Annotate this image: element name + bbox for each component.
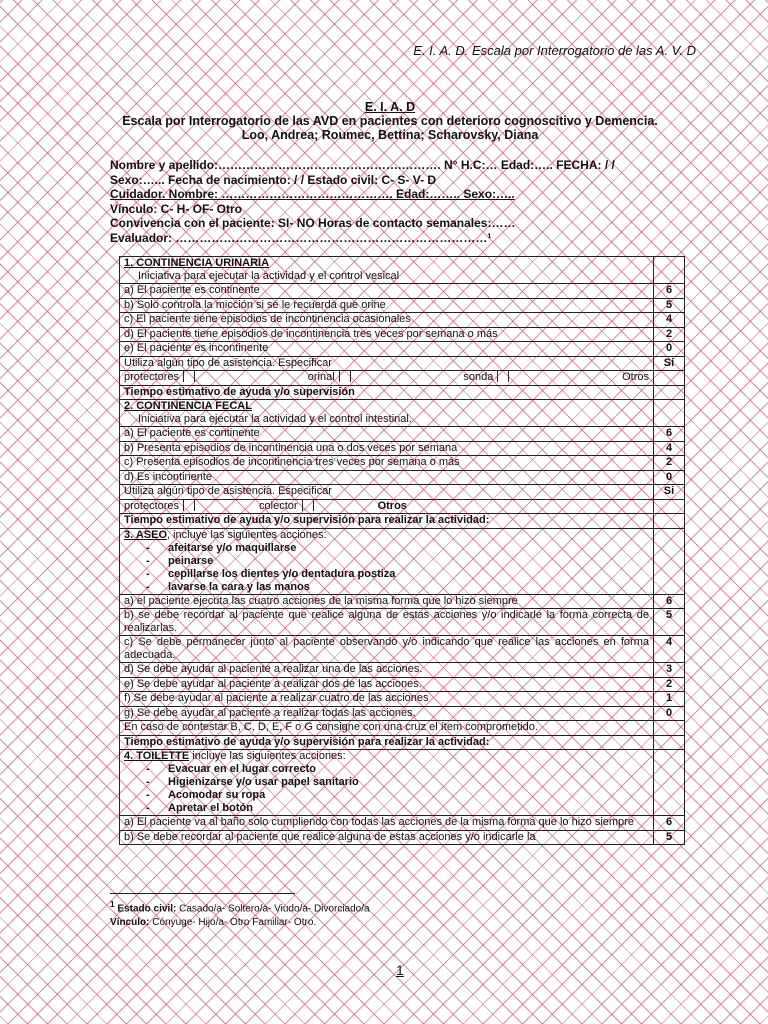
- footnote-estado: [110, 897, 370, 916]
- item-score[interactable]: 5: [654, 830, 685, 845]
- field-line-caregiver[interactable]: Cuidador. Nombre: ……………………………………. Edad:…….. Sexo:…..: [110, 187, 515, 202]
- time-row[interactable]: [120, 514, 685, 529]
- action-item: - Acomodar su ropa: [124, 789, 649, 802]
- item-score[interactable]: 6: [654, 816, 685, 831]
- time-row[interactable]: [120, 735, 685, 750]
- table-row[interactable]: [120, 441, 685, 456]
- assist-row[interactable]: [120, 356, 685, 371]
- section-cell: [120, 400, 654, 427]
- action-item: - lavarse la cara y las manos: [124, 581, 649, 594]
- table-row[interactable]: [120, 470, 685, 485]
- score-cell: [654, 499, 685, 514]
- table-row[interactable]: [120, 609, 685, 636]
- item-text: d) Es incontinente: [120, 470, 654, 485]
- footnotes: [110, 897, 370, 930]
- assist-options: [120, 499, 654, 514]
- option-colector[interactable]: colector: [259, 499, 298, 512]
- item-score[interactable]: 4: [654, 441, 685, 456]
- section-fecal-header: [120, 400, 685, 427]
- item-text: a) El paciente va al baño solo cumpliendo con todas las acciones de la misma forma que lo hizo siempre: [120, 816, 654, 831]
- score-cell: [654, 735, 685, 750]
- table-row[interactable]: [120, 327, 685, 342]
- page-number: 1: [396, 962, 404, 978]
- footnote-text: Cónyuge- Hijo/a- Otro Familiar- Otro.: [149, 917, 317, 929]
- table-row[interactable]: [120, 456, 685, 471]
- item-score[interactable]: 5: [654, 298, 685, 313]
- section-intro: Iniciativa para ejecutar la actividad y el control vesical: [138, 270, 400, 282]
- note-text: En caso de contestar B, C, D, E, F o G consigne con una cruz el ítem comprometido.: [120, 721, 654, 736]
- section-aseo-header: [120, 528, 685, 594]
- item-text: b) Solo controla la micción si se le recuerda que orine: [120, 298, 654, 313]
- assist-text: Utiliza algún tipo de asistencia. Especificar: [120, 356, 654, 371]
- table-row[interactable]: [120, 427, 685, 442]
- section-urinary-header: [120, 257, 685, 284]
- assist-options: [120, 371, 654, 386]
- item-text: d) Se debe ayudar al paciente a realizar una de las acciones.: [120, 663, 654, 678]
- time-estimate: Tiempo estimativo de ayuda y/o supervisión para realizar la actividad:: [120, 735, 654, 750]
- item-score[interactable]: 6: [654, 284, 685, 299]
- checkbox[interactable]: [302, 500, 314, 511]
- checkbox[interactable]: [339, 371, 351, 382]
- assist-score[interactable]: Si: [654, 485, 685, 500]
- score-cell: [654, 750, 685, 816]
- option-protectores[interactable]: protectores: [124, 499, 180, 512]
- action-item: - Higienizarse y/o usar papel sanitario: [124, 776, 649, 789]
- item-score[interactable]: 0: [654, 470, 685, 485]
- avd-scale-table: [119, 256, 685, 845]
- action-item: - peinarse: [124, 555, 649, 568]
- table-row[interactable]: [120, 313, 685, 328]
- item-text: g) Se debe ayudar al paciente a realizar todas las acciones.: [120, 706, 654, 721]
- section-title: 4. TOILETTE: [124, 750, 190, 762]
- section-cell: [120, 257, 654, 284]
- item-score[interactable]: 6: [654, 594, 685, 609]
- section-intro: , incluye las siguientes acciones:: [167, 528, 327, 541]
- item-text: c) Se debe permanecer junto al paciente observando y/o indicando que realice las acciones en forma adecuada.: [120, 636, 654, 663]
- item-score[interactable]: 5: [654, 609, 685, 636]
- table-row[interactable]: [120, 636, 685, 663]
- section-cell: [120, 750, 654, 816]
- footnote-text: Casado/a- Soltero/a- Viudo/a- Divorciado/a: [176, 903, 370, 915]
- score-cell: [654, 721, 685, 736]
- table-row[interactable]: [120, 663, 685, 678]
- table-row[interactable]: [120, 594, 685, 609]
- field-line-evaluador[interactable]: Evaluador: ……………………………………………………………………¹: [110, 230, 492, 245]
- time-estimate: Tiempo estimativo de ayuda y/o supervisión: [120, 385, 654, 400]
- field-line-sex[interactable]: Sexo:…... Fecha de nacimiento: / / Estado civil: C- S- V- D: [110, 172, 437, 187]
- assist-options-row[interactable]: [120, 371, 685, 386]
- item-score[interactable]: 2: [654, 677, 685, 692]
- footnote-mark: 1: [110, 899, 115, 909]
- item-text: f) Se debe ayudar al paciente a realizar cuatro de las acciones: [120, 692, 654, 707]
- item-text: b) se debe recordar al paciente que realice alguna de estas acciones y/o indicarle la forma correcta de realizarlas.: [120, 609, 654, 636]
- field-line-convivencia[interactable]: Convivencia con el paciente: SI- NO Horas de contacto semanales:……: [110, 216, 516, 231]
- table-row[interactable]: [120, 677, 685, 692]
- checkbox[interactable]: [497, 371, 509, 382]
- action-item: - Apretar el botón: [124, 802, 649, 815]
- option-protectores[interactable]: protectores: [124, 371, 180, 383]
- item-score[interactable]: 4: [654, 313, 685, 328]
- note-row: [120, 721, 685, 736]
- action-item: - Evacuar en el lugar correcto: [124, 763, 649, 776]
- score-cell: [654, 257, 685, 284]
- running-header: E. I. A. D. Escala por Interrogatorio de las A. V. D: [413, 43, 696, 58]
- score-cell: [654, 400, 685, 427]
- item-text: a) El paciente es continente: [120, 284, 654, 299]
- option-sonda[interactable]: sonda: [463, 371, 494, 383]
- score-cell: [654, 371, 685, 386]
- footnote-divider: [110, 893, 295, 894]
- score-cell: [654, 385, 685, 400]
- item-text: d) El paciente tiene episodios de incontinencia tres veces por semana o más: [120, 327, 654, 342]
- section-title: 1. CONTINENCIA URINARIA: [124, 257, 270, 269]
- item-score[interactable]: 3: [654, 663, 685, 678]
- item-text: e) Se debe ayudar al paciente a realizar dos de las acciones.: [120, 677, 654, 692]
- option-otros[interactable]: Otros: [377, 499, 407, 512]
- time-row[interactable]: [120, 385, 685, 400]
- assist-options-row[interactable]: [120, 499, 685, 514]
- section-intro: Iniciativa para ejecutar la actividad y el control intestinal.: [138, 413, 412, 425]
- section-cell: [120, 528, 654, 594]
- section-title: 3. ASEO: [124, 528, 167, 541]
- item-score[interactable]: 1: [654, 692, 685, 707]
- footnote-label: Estado civil:: [117, 903, 177, 915]
- footnote-label: Vínculo:: [110, 917, 150, 929]
- doc-authors: Loo, Andrea; Roumec, Bettina; Scharovsky, Diana: [241, 128, 539, 142]
- action-item: - cepillarse los dientes y/o dentadura postiza: [124, 568, 649, 581]
- patient-fields: [110, 158, 700, 246]
- item-text: e) El paciente es incontinente: [120, 342, 654, 357]
- footnote-vinculo: [110, 916, 370, 930]
- assist-score[interactable]: Si: [654, 356, 685, 371]
- section-toilette-header: [120, 750, 685, 816]
- score-cell: [654, 514, 685, 529]
- table-row[interactable]: [120, 830, 685, 845]
- item-text: c) Presenta episodios de incontinencia tres veces por semana o más: [120, 456, 654, 471]
- item-text: b) Presenta episodios de incontinencia una o dos veces por semana: [120, 441, 654, 456]
- table-row[interactable]: [120, 284, 685, 299]
- option-orinal[interactable]: orinal: [307, 371, 335, 383]
- doc-title: E. I. A. D: [364, 100, 416, 114]
- item-text: a) El paciente es continente: [120, 427, 654, 442]
- action-item: - afeitarse y/o maquillarse: [124, 542, 649, 555]
- item-text: b) Se debe recordar al paciente que realice alguna de estas acciones y/o indicarle la: [120, 830, 654, 845]
- item-score[interactable]: 2: [654, 327, 685, 342]
- item-score[interactable]: 0: [654, 342, 685, 357]
- assist-text: Utiliza algún tipo de asistencia. Especificar: [120, 485, 654, 500]
- table-row[interactable]: [120, 342, 685, 357]
- assist-row[interactable]: [120, 485, 685, 500]
- item-score[interactable]: 6: [654, 427, 685, 442]
- table-row[interactable]: [120, 816, 685, 831]
- time-estimate: Tiempo estimativo de ayuda y/o supervisión para realizar la actividad:: [120, 514, 654, 529]
- section-title: 2. CONTINENCIA FECAL: [124, 400, 252, 412]
- doc-subtitle: Escala por Interrogatorio de las AVD en pacientes con deterioro cognoscitivo y Demencia.: [122, 114, 658, 128]
- section-intro: incluye las siguientes acciones:: [189, 750, 346, 762]
- field-line-vinculo[interactable]: Vínculo: C- H- OF- Otro: [110, 201, 242, 216]
- table-row[interactable]: [120, 692, 685, 707]
- field-line-name[interactable]: Nombre y apellido:……………………………………….………. N° H.C:… Edad:….. FECHA: / /: [110, 158, 615, 172]
- score-cell: [654, 528, 685, 594]
- item-text: c) El paciente tiene episodios de incontinencia ocasionales: [120, 313, 654, 328]
- table-row[interactable]: [120, 706, 685, 721]
- item-text: a) el paciente ejecuta las cuatro acciones de la misma forma que lo hizo siempre: [120, 594, 654, 609]
- checkbox[interactable]: [183, 371, 195, 382]
- item-score[interactable]: 0: [654, 706, 685, 721]
- item-score[interactable]: 4: [654, 636, 685, 663]
- table-row[interactable]: [120, 298, 685, 313]
- checkbox[interactable]: [183, 500, 195, 511]
- title-block: [110, 100, 670, 142]
- item-score[interactable]: 2: [654, 456, 685, 471]
- option-otros[interactable]: Otros: [622, 371, 649, 383]
